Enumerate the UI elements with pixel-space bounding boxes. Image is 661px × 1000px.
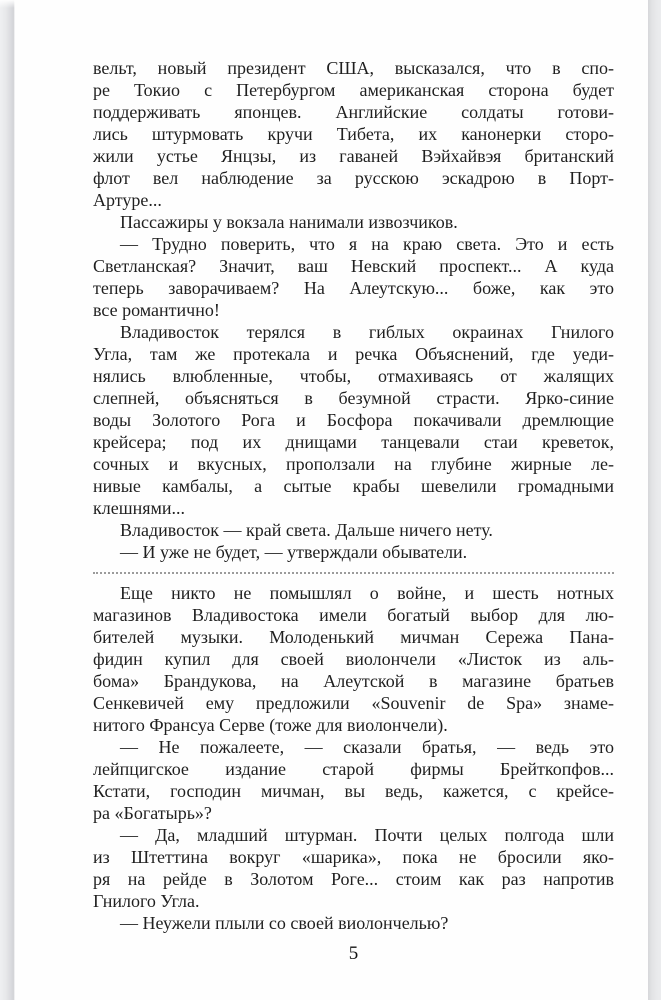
text-line: фидин купил для своей виолончели «Листок из аль- [93,649,614,669]
paragraph [93,736,614,824]
text-line: Светланская? Значит, ваш Невский проспект... А куда [93,256,614,276]
page-left-edge [0,0,15,1000]
text-line: лись штурмовать кручи Тибета, их канонерки сторо- [93,124,614,144]
text-line: нитого Франсуа Серве (тоже для виолончели). [93,715,448,735]
text-line: бителей музыки. Молоденький мичман Сережа Пана- [93,627,614,647]
text-line: флот вел наблюдение за русскою эскадрою в Порт- [93,168,614,188]
reader-page [15,0,648,1000]
page-number: 5 [348,943,359,964]
text-line: слепней, объясняться в безумной страсти. Ярко-синие [93,388,614,408]
text-line: лейпцигское издание старой фирмы Брейткопфов... [93,759,614,779]
text-line: — Неужели плыли со своей виолончелью? [120,913,449,933]
text-line: вельт, новый президент США, высказался, что в спо- [93,58,614,78]
text-line: Угла, там же протекала и речка Объяснений, где уеди- [93,344,614,364]
text-block [93,57,614,965]
text-line: воды Золотого Рога и Босфора покачивали дремлющие [93,410,614,430]
text-line: Владивосток терялся в гиблых окраинах Гнилого [120,322,614,342]
text-line: ра «Богатырь»? [93,803,212,823]
text-line: — Да, младший штурман. Почти целых полгода шли [120,825,614,845]
text-line: — Трудно поверить, что я на краю света. Это и есть [120,234,614,254]
text-line: Гнилого Угла. [93,891,200,911]
text-line: — И уже не будет, — утверждали обыватели. [120,542,468,562]
text-line: ре Токио с Петербургом американская сторона будет [93,80,614,100]
text-line: Еще никто не помышлял о войне, и шесть нотных [120,583,614,603]
text-line: ря на рейде в Золотом Роге... стоим как раз напротив [93,869,614,889]
paragraph [93,824,614,912]
paragraph [93,912,614,934]
text-line: жили устье Янцзы, из гаваней Вэйхайвэя британский [93,146,614,166]
paragraph [93,233,614,321]
text-line: Сенкевичей ему предложили «Souvenir de Spa» знаме- [93,693,614,713]
text-line: Кстати, господин мичман, вы ведь, кажется, с крейсе- [93,781,614,801]
text-line: из Штеттина вокруг «шарика», пока не бросили яко- [93,847,614,867]
paragraph [93,321,614,519]
text-line: все романтично! [93,300,220,320]
text-line: — Не пожалеете, — сказали братья, — ведь это [120,737,614,757]
text-line: Пассажиры у вокзала нанимали извозчиков. [120,212,458,232]
text-line: нялись влюбленные, чтобы, отмахиваясь от жалящих [93,366,614,386]
page-right-edge [648,0,661,1000]
text-line: поддерживать японцев. Английские солдаты готови- [93,102,614,122]
text-line: нивые камбалы, а сытые крабы шевелили громадными [93,476,614,496]
text-line: сочных и вкусных, проползали на глубине жирные ле- [93,454,614,474]
paragraph [93,211,614,233]
paragraph [93,541,614,563]
text-line: Артуре... [93,190,162,210]
paragraph [93,519,614,541]
paragraph [93,582,614,736]
text-line: теперь заворачиваем? На Алеутскую... боже, как это [93,278,614,298]
paragraph [93,57,614,211]
text-line: Владивосток — край света. Дальше ничего нету. [120,520,493,540]
text-line: клешнями... [93,498,186,518]
text-line: крейсера; под их днищами танцевали стаи креветок, [93,432,614,452]
text-line: бома» Брандукова, на Алеутской в магазине братьев [93,671,614,691]
section-divider [93,572,614,574]
text-line: магазинов Владивостока имели богатый выбор для лю- [93,605,614,625]
